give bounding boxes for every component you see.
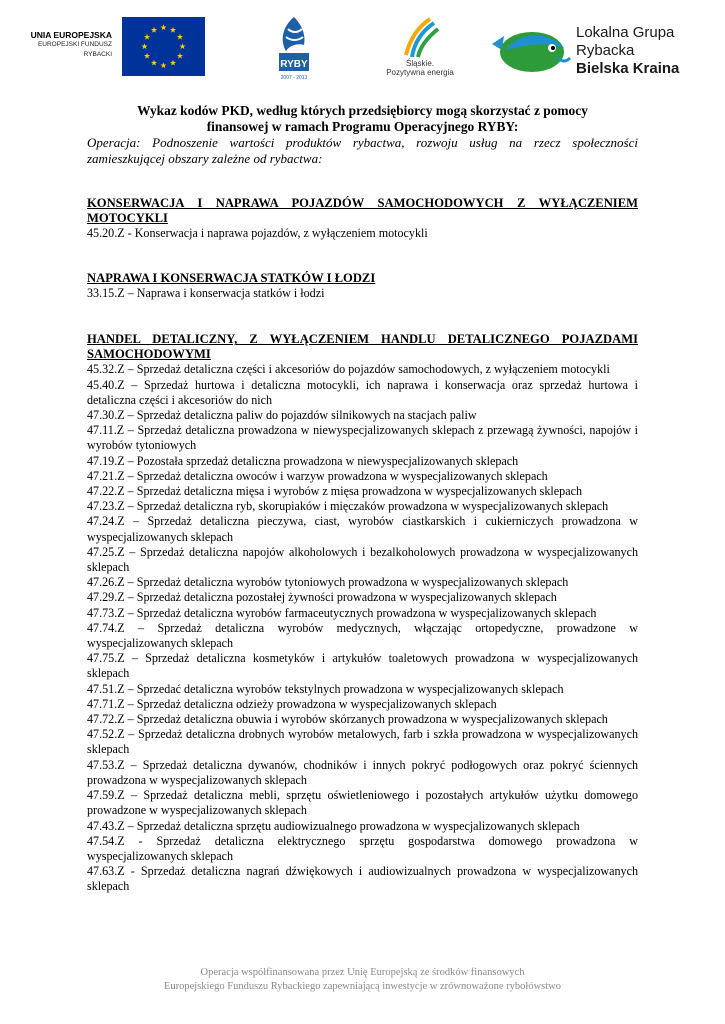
- pkd-item: 47.74.Z – Sprzedaż detaliczna wyrobów medycznych, włączając ortopedyczne, prowadzone w wyspecjalizowanych sklepach: [87, 620, 638, 651]
- lgr-line2: Rybacka: [576, 42, 635, 59]
- lgr-logo-text: [576, 24, 679, 78]
- pkd-item: 47.73.Z – Sprzedaż detaliczna wyrobów farmaceutycznych prowadzona w wyspecjalizowanych sklepach: [87, 605, 597, 620]
- document-title: [87, 103, 638, 135]
- slaskie-logo: [380, 17, 460, 79]
- lgr-line3: Bielska Kraina: [576, 60, 680, 77]
- slaskie-line2: Pozytywna energia: [386, 68, 454, 77]
- section-heading: NAPRAWA I KONSERWACJA STATKÓW I ŁODZI: [87, 271, 376, 286]
- ryby-label: RYBY: [280, 59, 308, 70]
- pkd-item: 45.20.Z - Konserwacja i naprawa pojazdów, z wyłączeniem motocykli: [87, 226, 428, 240]
- eu-logo-text: [20, 30, 112, 60]
- footer-line2: Europejskiego Funduszu Rybackiego zapewniającą inwestycje w zrównoważone rybołówstwo: [163, 981, 561, 992]
- section-heading: HANDEL DETALICZNY, Z WYŁĄCZENIEM HANDLU DETALICZNEGO POJAZDAMI SAMOCHODOWYMI: [87, 332, 638, 362]
- operation-text: Podnoszenie wartości produktów rybactwa, rozwoju usług na rzecz społeczności zamieszkującej obszary zależne od rybactwa:: [87, 135, 638, 166]
- footer-line1: Operacja współfinansowana przez Unię Europejską ze środków finansowych: [200, 967, 525, 978]
- section-ship-repair: [87, 271, 638, 301]
- pkd-item: 47.72.Z – Sprzedaż detaliczna obuwia i wyrobów skórzanych prowadzona w wyspecjalizowanych sklepach: [87, 712, 608, 727]
- pkd-item: 47.25.Z – Sprzedaż detaliczna napojów alkoholowych i bezalkoholowych prowadzona w wyspecjalizowanych sklepach: [87, 544, 638, 575]
- pkd-item: 47.29.Z – Sprzedaż detaliczna pozostałej żywności prowadzona w wyspecjalizowanych sklepach: [87, 590, 557, 605]
- eu-flag-icon: [122, 17, 205, 76]
- pkd-item: 47.24.Z – Sprzedaż detaliczna pieczywa, ciast, wyrobów ciastkarskich i cukierniczych prowadzona w wyspecjalizowanych sklepach: [87, 514, 638, 544]
- pkd-item: 47.54.Z - Sprzedaż detaliczna elektrycznego sprzętu gospodarstwa domowego prowadzona w wyspecjalizowanych sklepach: [87, 833, 638, 863]
- title-line2: finansowej w ramach Programu Operacyjnego RYBY:: [206, 119, 519, 134]
- pkd-item: 47.21.Z – Sprzedaż detaliczna owoców i warzyw prowadzona w wyspecjalizowanych sklepach: [87, 468, 548, 483]
- title-line1: Wykaz kodów PKD, według których przedsiębiorcy mogą skorzystać z pomocy: [137, 103, 588, 118]
- eu-line1: UNIA EUROPEJSKA: [30, 30, 112, 40]
- eu-line3: RYBACKI: [83, 51, 112, 58]
- lgr-line1: Lokalna Grupa: [576, 24, 675, 41]
- section-heading: KONSERWACJA I NAPRAWA POJAZDÓW SAMOCHODOWYCH Z WYŁĄCZENIEM MOTOCYKLI: [87, 196, 638, 225]
- pkd-item: 47.23.Z – Sprzedaż detaliczna ryb, skorupiaków i mięczaków prowadzona w wyspecjalizowanych sklepach: [87, 499, 609, 514]
- pkd-item: 47.52.Z – Sprzedaż detaliczna drobnych wyrobów metalowych, farb i szkła prowadzona w wyspecjalizowanych sklepach: [87, 727, 638, 757]
- pkd-item: 47.71.Z – Sprzedaż detaliczna odzieży prowadzona w wyspecjalizowanych sklepach: [87, 696, 497, 711]
- pkd-item: 47.19.Z – Pozostała sprzedaż detaliczna prowadzona w niewyspecjalizowanych sklepach: [87, 453, 519, 468]
- pkd-item: 47.59.Z – Sprzedaż detaliczna mebli, sprzętu oświetleniowego i pozostałych artykułów użytku domowego prowadzone w wyspecjalizowanych sklepach: [87, 788, 638, 818]
- pkd-item: 47.53.Z – Sprzedaż detaliczna dywanów, chodników i innych pokryć podłogowych oraz pokryć ściennych prowadzona w wyspecjalizowanych sklepach: [87, 757, 638, 787]
- operation-description: [87, 135, 638, 167]
- pkd-item: 47.26.Z – Sprzedaż detaliczna wyrobów tytoniowych prowadzona w wyspecjalizowanych sklepach: [87, 575, 569, 590]
- pkd-item: 47.63.Z - Sprzedaż detaliczna nagrań dźwiękowych i audiowizualnych prowadzona w wyspecjalizowanych sklepach: [87, 864, 638, 894]
- section-vehicle-repair: [87, 196, 638, 241]
- lgr-fish-icon: [488, 22, 574, 78]
- pkd-item: 33.15.Z – Naprawa i konserwacja statków i łodzi: [87, 286, 325, 301]
- pkd-item: 47.11.Z – Sprzedaż detaliczna prowadzona w niewyspecjalizowanych sklepach z przewagą żywności, napojów i wyrobów tytoniowych: [87, 423, 638, 453]
- slaskie-line1: Śląskie.: [405, 59, 434, 68]
- pkd-item: 45.40.Z – Sprzedaż hurtowa i detaliczna motocykli, ich naprawa i konserwacja oraz sprzedaż hurtowa i detaliczna części i akcesoriów do nich: [87, 377, 638, 407]
- operation-label: Operacja:: [87, 135, 141, 150]
- pkd-item: 47.30.Z – Sprzedaż detaliczna paliw do pojazdów silnikowych na stacjach paliw: [87, 408, 477, 423]
- section-retail: [87, 332, 638, 894]
- ryby-years: 2007 - 2013: [280, 75, 308, 81]
- ryby-programme-logo-icon: [276, 15, 312, 81]
- document-body: [87, 100, 638, 895]
- pkd-item: 47.75.Z – Sprzedaż detaliczna kosmetyków i artykułów toaletowych prowadzona w wyspecjalizowanych sklepach: [87, 651, 638, 681]
- pkd-item: 45.32.Z – Sprzedaż detaliczna części i akcesoriów do pojazdów samochodowych, z wyłączeniem motocykli: [87, 362, 610, 377]
- footer: [0, 966, 725, 994]
- pkd-list: [87, 362, 638, 894]
- pkd-item: 47.51.Z – Sprzedać detaliczna wyrobów tekstylnych prowadzona w wyspecjalizowanych sklepach: [87, 681, 564, 696]
- pkd-item: 47.43.Z – Sprzedaż detaliczna sprzętu audiowizualnego prowadzona w wyspecjalizowanych sklepach: [87, 818, 580, 833]
- pkd-item: 47.22.Z – Sprzedaż detaliczna mięsa i wyrobów z mięsa prowadzona w wyspecjalizowanych sklepach: [87, 484, 582, 499]
- eu-line2: EUROPEJSKI FUNDUSZ: [37, 41, 112, 48]
- logo-bar: [0, 0, 725, 100]
- slaskie-wave-icon: [400, 17, 440, 59]
